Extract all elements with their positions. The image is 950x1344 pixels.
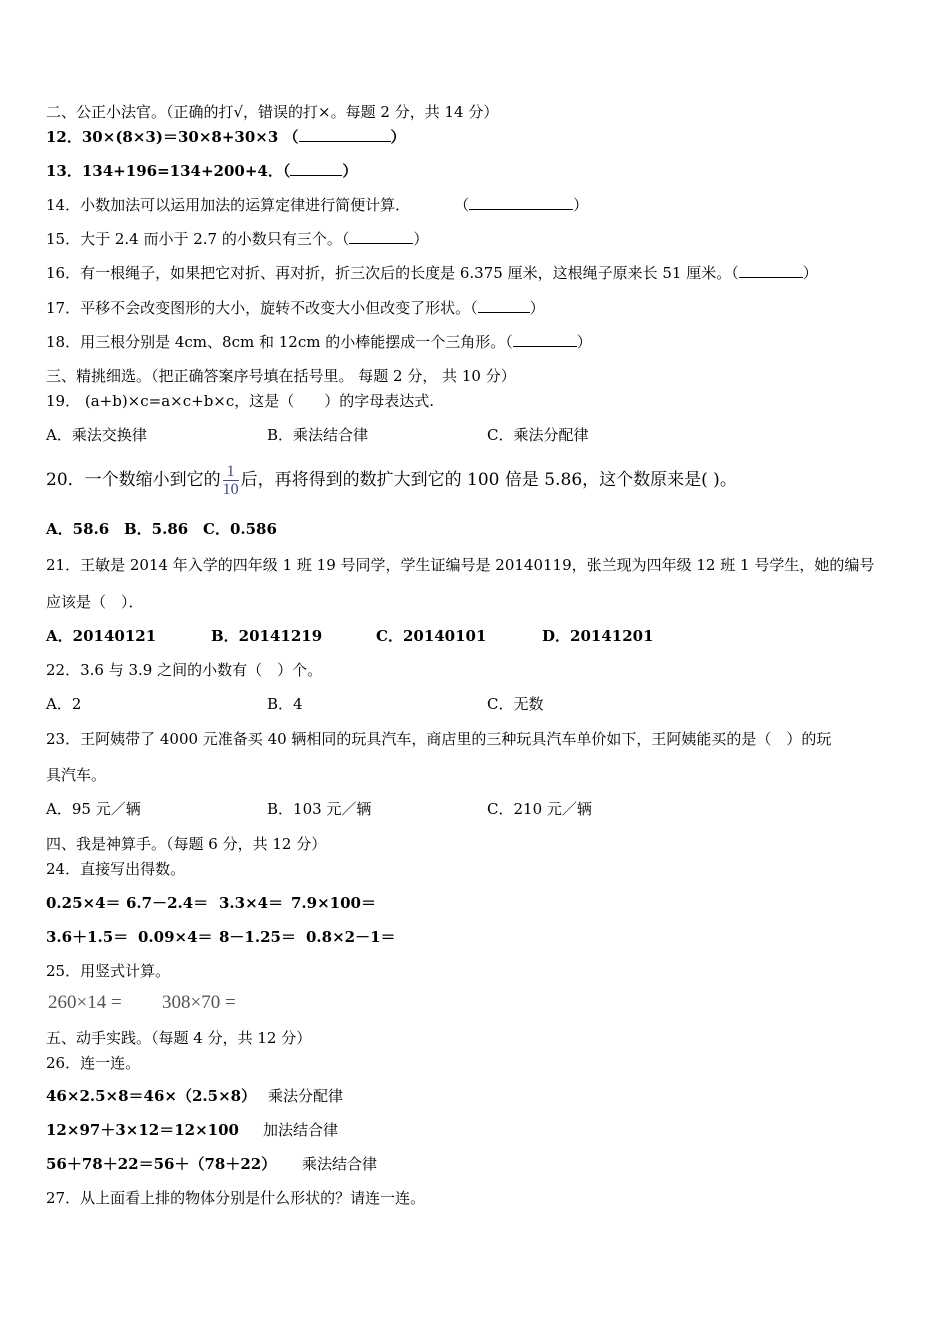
q19-option-c[interactable]: C．乘法分配律 bbox=[487, 426, 589, 444]
calc-item: 0.25×4＝ bbox=[46, 894, 121, 912]
question-21-line-2: 应该是（ ）． bbox=[46, 593, 144, 611]
q22-option-c[interactable]: C．无数 bbox=[487, 695, 544, 713]
q21-option-c[interactable]: C．20140101 bbox=[376, 627, 487, 645]
question-16 bbox=[46, 263, 818, 283]
fraction-denominator: 10 bbox=[222, 481, 239, 498]
fraction-one-tenth bbox=[223, 463, 239, 498]
answer-blank-15[interactable] bbox=[349, 229, 413, 244]
answer-blank-17[interactable] bbox=[478, 298, 530, 313]
question-19: 19． (a+b)×c=a×c+b×c，这是（ ）的字母表达式. bbox=[46, 392, 435, 410]
vertical-calc-2: 308×70 = bbox=[162, 992, 236, 1013]
q22-option-b[interactable]: B．4 bbox=[267, 695, 303, 713]
question-14 bbox=[46, 195, 588, 215]
question-20-text-end: 后，再将得到的数扩大到它的 100 倍是 5.86，这个数原来是( )。 bbox=[240, 470, 737, 490]
question-22: 22．3.6 与 3.9 之间的小数有（ ）个。 bbox=[46, 661, 323, 679]
answer-blank-14[interactable] bbox=[469, 195, 573, 210]
answer-blank-18[interactable] bbox=[513, 332, 577, 347]
question-20 bbox=[46, 460, 737, 500]
calc-item: 3.3×4＝ bbox=[219, 894, 284, 912]
question-15-text: 15．大于 2.4 而小于 2.7 的小数只有三个。（ bbox=[46, 230, 350, 248]
question-13 bbox=[46, 161, 357, 181]
q23-option-a[interactable]: A．95 元／辆 bbox=[46, 800, 141, 818]
vertical-calc-1: 260×14 = bbox=[48, 992, 122, 1013]
section-3-heading: 三、精挑细选。（把正确答案序号填在括号里。 每题 2 分， 共 10 分） bbox=[46, 367, 516, 385]
question-23-line-1: 23．王阿姨带了 4000 元准备买 40 辆相同的玩具汽车，商店里的三种玩具汽车单价如下，王阿姨能买的是（ ）的玩 bbox=[46, 730, 832, 748]
question-17 bbox=[46, 298, 545, 318]
question-23-line-2: 具汽车。 bbox=[46, 766, 107, 784]
q21-option-b[interactable]: B．20141219 bbox=[211, 627, 323, 645]
question-12-text: 12．30×(8×3)＝30×8+30×3 （ bbox=[46, 128, 299, 146]
match-law-1[interactable]: 乘法分配律 bbox=[268, 1087, 344, 1105]
match-expression-1[interactable]: 46×2.5×8＝46×（2.5×8） bbox=[46, 1087, 257, 1105]
calc-item: 3.6＋1.5＝ bbox=[46, 928, 129, 946]
match-expression-2[interactable]: 12×97＋3×12＝12×100 bbox=[46, 1121, 239, 1139]
match-expression-3[interactable]: 56＋78＋22＝56＋（78＋22） bbox=[46, 1155, 277, 1173]
question-16-text: 16．有一根绳子，如果把它对折、再对折，折三次后的长度是 6.375 厘米，这根绳子原来长 51 厘米。（ bbox=[46, 264, 739, 282]
question-15 bbox=[46, 229, 428, 249]
q22-option-a[interactable]: A．2 bbox=[46, 695, 82, 713]
question-20-text-start: 20．一个数缩小到它的 bbox=[46, 470, 221, 490]
calc-item: 0.09×4＝ bbox=[138, 928, 213, 946]
q19-option-a[interactable]: A．乘法交换律 bbox=[46, 426, 147, 444]
answer-blank-16[interactable] bbox=[739, 263, 803, 278]
calc-item: 8－1.25＝ bbox=[219, 928, 296, 946]
answer-blank-12[interactable] bbox=[299, 127, 391, 142]
question-26-title: 26．连一连。 bbox=[46, 1054, 141, 1072]
section-2-heading: 二、公正小法官。（正确的打√，错误的打×。每题 2 分，共 14 分） bbox=[46, 103, 499, 121]
section-4-heading: 四、我是神算手。（每题 6 分，共 12 分） bbox=[46, 835, 327, 853]
question-14-close: ） bbox=[573, 196, 589, 214]
question-21-line-1: 21．王敏是 2014 年入学的四年级 1 班 19 号同学，学生证编号是 20140119，张兰现为四年级 12 班 1 号学生，她的编号 bbox=[46, 556, 875, 574]
question-18-close: ） bbox=[576, 333, 592, 351]
question-12 bbox=[46, 127, 406, 147]
q21-option-a[interactable]: A．20140121 bbox=[46, 627, 157, 645]
calc-item: 6.7－2.4＝ bbox=[126, 894, 209, 912]
match-law-2[interactable]: 加法结合律 bbox=[263, 1121, 339, 1139]
answer-blank-13[interactable] bbox=[290, 161, 342, 176]
question-27-title: 27．从上面看上排的物体分别是什么形状的？请连一连。 bbox=[46, 1189, 426, 1207]
question-16-close: ） bbox=[802, 264, 818, 282]
question-25-title: 25．用竖式计算。 bbox=[46, 962, 171, 980]
question-13-text: 13．134+196=134+200+4．（ bbox=[46, 162, 291, 180]
q23-option-b[interactable]: B．103 元／辆 bbox=[267, 800, 372, 818]
question-14-open: （ bbox=[454, 196, 470, 214]
question-18-text: 18．用三根分别是 4cm、8cm 和 12cm 的小棒能摆成一个三角形。（ bbox=[46, 333, 513, 351]
fraction-numerator: 1 bbox=[223, 463, 239, 481]
q19-option-b[interactable]: B．乘法结合律 bbox=[267, 426, 369, 444]
question-14-text: 14．小数加法可以运用加法的运算定律进行简便计算． bbox=[46, 196, 411, 214]
calc-item: 0.8×2－1＝ bbox=[306, 928, 396, 946]
match-law-3[interactable]: 乘法结合律 bbox=[302, 1155, 378, 1173]
question-18 bbox=[46, 332, 592, 352]
question-17-close: ） bbox=[529, 299, 545, 317]
question-12-close: ） bbox=[390, 128, 406, 146]
calc-item: 7.9×100＝ bbox=[291, 894, 376, 912]
q20-option-c[interactable]: C．0.586 bbox=[203, 520, 277, 538]
question-24-title: 24．直接写出得数。 bbox=[46, 860, 186, 878]
question-15-close: ） bbox=[413, 230, 429, 248]
question-13-close: ） bbox=[342, 162, 358, 180]
question-17-text: 17．平移不会改变图形的大小，旋转不改变大小但改变了形状。（ bbox=[46, 299, 478, 317]
q21-option-d[interactable]: D．20141201 bbox=[542, 627, 654, 645]
q20-option-a[interactable]: A．58.6 bbox=[46, 520, 110, 538]
q23-option-c[interactable]: C．210 元／辆 bbox=[487, 800, 592, 818]
q20-option-b[interactable]: B．5.86 bbox=[124, 520, 189, 538]
section-5-heading: 五、动手实践。（每题 4 分，共 12 分） bbox=[46, 1029, 312, 1047]
